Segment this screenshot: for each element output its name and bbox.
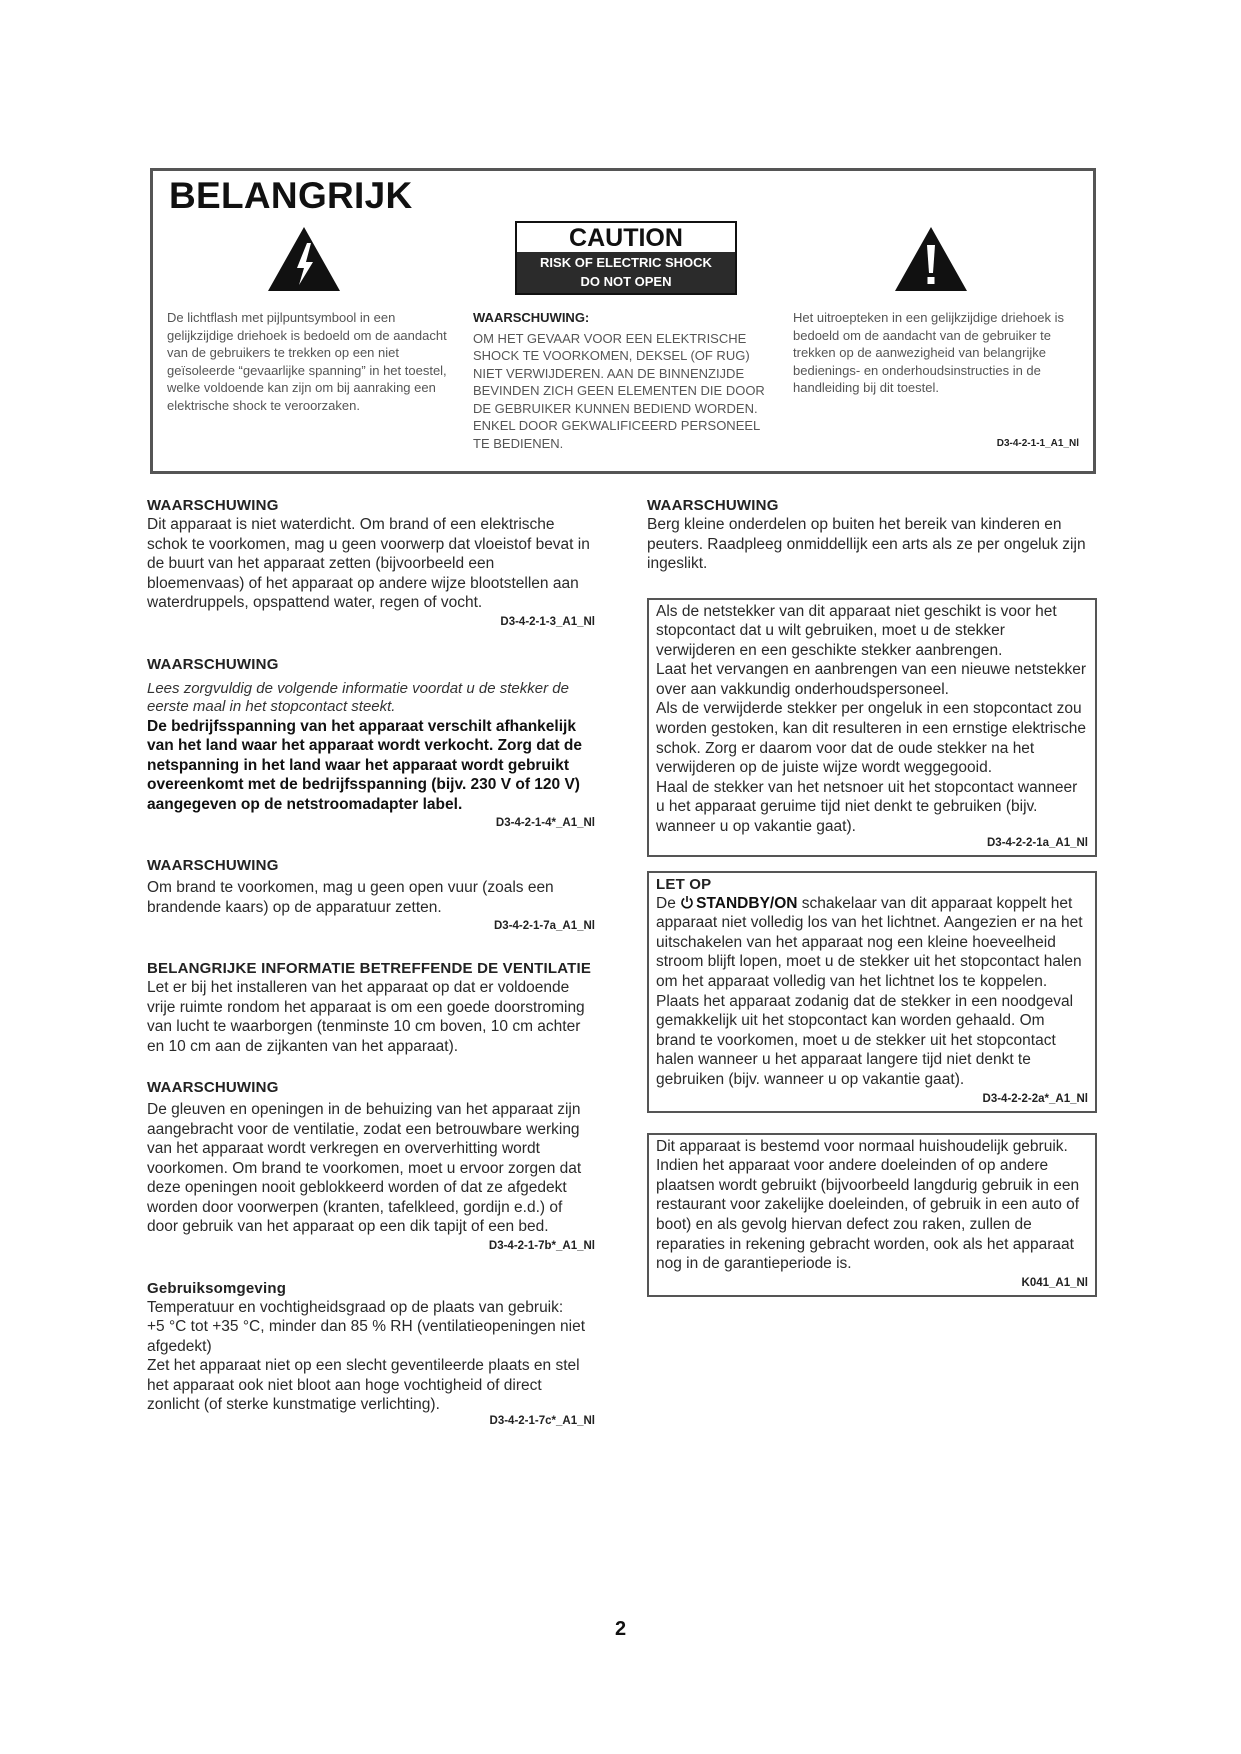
reference-code: D3-4-2-2-1a_A1_Nl <box>987 836 1088 849</box>
section-small-parts <box>647 496 1097 574</box>
page-number: 2 <box>614 1618 627 1640</box>
section-body: Berg kleine onderdelen op buiten het bereik van kinderen en peuters. Raadpleeg onmiddellijk een arts als ze per ongeluk zijn ingeslikt. <box>647 516 1086 572</box>
reference-code: D3-4-2-1-1_A1_Nl <box>996 438 1079 449</box>
box-body: Als de netstekker van dit apparaat niet geschikt is voor het stopcontact dat u wilt gebruiken, moet u de stekker verwijderen en een geschikte stekker aanbrengen. <box>656 602 1057 659</box>
right-column <box>647 496 1097 1297</box>
standby-text: schakelaar van dit apparaat koppelt het apparaat niet volledig los van het lichtnet. Aangezien er na het uitschakelen van het apparaat nog een kleine hoeveelheid stroom blijft lopen, moet u de stekker uit het stopcontact halen om het apparaat volledig van het lichtnet los te koppelen. Plaats het apparaat zodanig dat de stekker in een noodgeval gemakkelijk uit het stopcontact kan worden gehaald. Om brand te voorkomen, moet u de stekker uit het stopcontact halen wanneer u het apparaat langere tijd niet denkt te gebruiken (bijv. wanneer u op vakantie gaat). <box>656 894 1083 1088</box>
standby-label: STANDBY/ON <box>696 894 798 912</box>
section-body: Zet het apparaat niet op een slecht geventileerde plaats en stel het apparaat ook niet bloot aan hoge vochtigheid of direct zonlicht (of sterke kunstmatige verlichting). <box>147 1357 580 1413</box>
caution-label <box>515 221 737 295</box>
section-open-fire <box>147 856 595 932</box>
exclamation-description: Het uitroepteken in een gelijkzijdige driehoek is bedoeld om de aandacht van de gebruiker te trekken op de aanwezigheid van belangrijke bedienings- en onderhoudsinstructies in de handleiding bij dit toestel. <box>793 310 1064 395</box>
reference-code: K041_A1_Nl <box>1021 1276 1088 1289</box>
power-icon <box>680 895 694 909</box>
warning-heading: WAARSCHUWING: <box>473 310 590 325</box>
section-heading: BELANGRIJKE INFORMATIE BETREFFENDE DE VENTILATIE <box>147 960 592 977</box>
box-body: Als de verwijderde stekker per ongeluk in een stopcontact zou worden gestoken, kan dit resulteren in een ernstige elektrische schok. Zorg er daarom voor dat de oude stekker na het verwijderen op de juiste wijze wordt weggegooid. <box>656 700 1086 777</box>
section-italic-note: Lees zorgvuldig de volgende informatie voordat u de stekker de eerste maal in het stopcontact steekt. <box>147 679 569 715</box>
section-body: De gleuven en openingen in de behuizing van het apparaat zijn aangebracht voor de ventilatie, zodat een betrouwbare werking van het apparaat wordt verkregen en oververhitting wordt voorkomen. Om brand te voorkomen, moet u ervoor zorgen dat deze openingen nooit geblokkeerd worden of dat ze afgedekt worden door voorwerpen (kranten, tafelkleed, gordijn e.d.) of door gebruik van het apparaat op een dik tapijt of een bed. <box>147 1101 582 1235</box>
lightning-description: De lichtflash met pijlpuntsymbool in een gelijkzijdige driehoek is bedoeld om de aandacht van de gebruikers te trekken op een niet geïsoleerde “gevaarlijke spanning” in het toestel, welke voldoende kan zijn om bij aanraking een elektrische shock te veroorzaken. <box>167 310 447 413</box>
section-openings <box>147 1078 595 1252</box>
section-body: Let er bij het installeren van het apparaat op dat er voldoende vrije ruimte rondom het apparaat is om een goede doorstroming van lucht te waarborgen (tenminste 10 cm boven, 10 cm achter en 10 cm aan de zijkanten van het apparaat). <box>147 979 585 1055</box>
caution-line-1: RISK OF ELECTRIC SHOCK <box>540 255 712 270</box>
exclamation-warning-icon <box>893 225 969 293</box>
section-heading: WAARSCHUWING <box>147 497 279 514</box>
section-heading: Gebruiksomgeving <box>147 1279 287 1297</box>
section-heading: WAARSCHUWING <box>147 655 279 673</box>
section-body: Temperatuur en vochtigheidsgraad op de plaats van gebruik: <box>147 1298 564 1316</box>
reference-code: D3-4-2-2-2a*_A1_Nl <box>982 1092 1088 1105</box>
lightning-warning-icon <box>266 225 342 293</box>
box-body <box>656 894 1088 1090</box>
box-body: Haal de stekker van het netsnoer uit het stopcontact wanneer u het apparaat geruime tijd niet denkt te gebruiken (bijv. wanneer u op vakantie gaat). <box>656 778 1078 836</box>
section-body: Om brand te voorkomen, mag u geen open vuur (zoals een brandende kaars) op de apparatuur zetten. <box>147 879 554 916</box>
important-box <box>150 168 1096 474</box>
left-column <box>147 496 595 1427</box>
reference-code: D3-4-2-1-4*_A1_Nl <box>495 817 595 829</box>
standby-prefix: De <box>656 894 676 912</box>
section-heading: WAARSCHUWING <box>147 1079 279 1096</box>
warning-description <box>473 309 773 452</box>
reference-code: D3-4-2-1-7c*_A1_Nl <box>489 1414 595 1427</box>
reference-code: D3-4-2-1-7b*_A1_Nl <box>488 1239 595 1252</box>
section-heading: WAARSCHUWING <box>647 497 779 514</box>
section-body: Dit apparaat is niet waterdicht. Om brand of een elektrische schok te voorkomen, mag u geen voorwerp dat vloeistof bevat in de buurt van het apparaat zetten (bijvoorbeeld een bloemenvaas) of het apparaat op andere wijze blootstellen aan waterdruppels, opspattend water, regen of vocht. <box>147 516 590 611</box>
section-heading: WAARSCHUWING <box>147 857 279 874</box>
section-environment <box>147 1279 595 1427</box>
caution-word: CAUTION <box>569 224 683 252</box>
box-body: Laat het vervangen en aanbrengen van een nieuwe netstekker over aan vakkundig onderhoudspersoneel. <box>656 661 1087 698</box>
warning-text: OM HET GEVAAR VOOR EEN ELEKTRISCHE SHOCK TE VOORKOMEN, DEKSEL (OF RUG) NIET VERWIJDEREN. AAN DE BINNENZIJDE BEVINDEN ZICH GEEN ELEMENTEN DIE DOOR DE GEBRUIKER KUNNEN BEDIEND WORDEN. ENKEL DOOR GEKWALIFICEERD PERSONEEL TE BEDIENEN. <box>473 330 765 451</box>
box-heading: LET OP <box>656 875 712 893</box>
box-mains-plug <box>647 598 1097 857</box>
box-standby <box>647 871 1097 1113</box>
caution-line-2: DO NOT OPEN <box>580 274 672 289</box>
section-waterproof <box>147 496 595 628</box>
section-voltage <box>147 655 595 830</box>
reference-code: D3-4-2-1-7a_A1_Nl <box>494 920 595 932</box>
important-title: BELANGRIJK <box>169 175 413 216</box>
caution-band <box>517 252 735 293</box>
section-bold-body: De bedrijfsspanning van het apparaat verschilt afhankelijk van het land waar het apparaat wordt verkocht. Zorg dat de netspanning in het land waar het apparaat wordt gebruikt overeenkomt met de bedrijfsspanning (bijv. 230 V of 120 V) aangegeven op de netstroomadapter label. <box>147 717 582 813</box>
section-ventilation <box>147 959 595 1056</box>
box-household-use <box>647 1133 1097 1297</box>
section-body: +5 °C tot +35 °C, minder dan 85 % RH (ventilatieopeningen niet afgedekt) <box>147 1318 586 1355</box>
reference-code: D3-4-2-1-3_A1_Nl <box>500 615 595 628</box>
box-body: Dit apparaat is bestemd voor normaal huishoudelijk gebruik. Indien het apparaat voor andere doeleinden of op andere plaatsen wordt gebruikt (bijvoorbeeld langdurig gebruik in een restaurant voor zakelijke doeleinden, of gebruik in een auto of boot) en als gevolg hiervan defect zou raken, zullen de reparaties in rekening gebracht worden, ook als het apparaat nog in de garantieperiode is. <box>656 1137 1080 1273</box>
